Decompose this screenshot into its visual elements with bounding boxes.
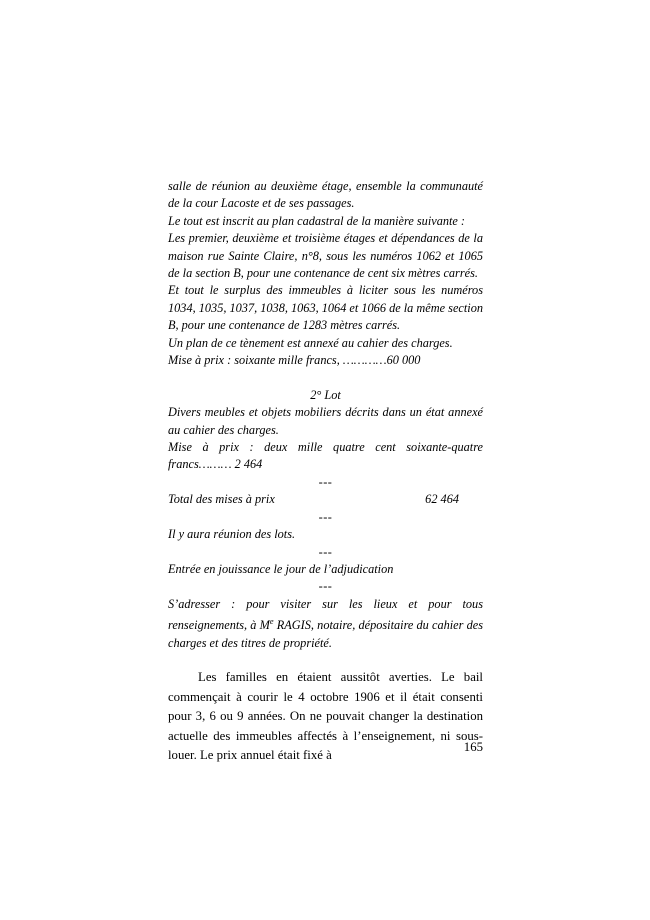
lot-heading: 2° Lot [310, 387, 341, 402]
after-total-line-1: Il y aura réunion des lots. [168, 527, 296, 542]
lot-description [168, 404, 483, 474]
quoted-deed-text [168, 178, 483, 369]
jouissance-line [168, 561, 483, 578]
body-paragraph: Les familles en étaient aussitôt averties. Le bail commençait à courir le 4 octobre 1906 et il était consenti pour 3, 6 ou 9 années. On ne pouvait changer la destination actuelle des immeubles affectés à l’enseignement, ni sous-louer. Le prix annuel était fixé à [168, 670, 483, 763]
page-number: 165 [463, 740, 483, 754]
total-amount: 62 464 [425, 492, 459, 507]
lot-paragraph-1: Divers meubles et objets mobiliers décrits dans un état annexé au cahier des charges. [168, 405, 483, 437]
lot-paragraph-2: Mise à prix : deux mille quatre cent soixante-quatre francs……… 2 464 [168, 440, 483, 472]
separator-2: --- [318, 509, 333, 524]
quote-paragraph-1: salle de réunion au deuxième étage, ensemble la communauté de la cour Lacoste et de ses passages. [168, 179, 483, 211]
separator-3: --- [318, 544, 333, 559]
closing-superscript: e [269, 617, 274, 627]
page-content [168, 178, 483, 766]
quote-paragraph-2: Le tout est inscrit au plan cadastral de la manière suivante : [168, 213, 466, 228]
quote-paragraph-4: Et tout le surplus des immeubles à liciter sous les numéros 1034, 1035, 1037, 1038, 1063, 1064 et 1066 de la même section B, pour une contenance de 1283 mètres carrés. [168, 283, 483, 333]
closing-paragraph-text [168, 596, 483, 652]
quote-paragraph-6: Mise à prix : soixante mille francs, …………60 000 [168, 353, 421, 368]
closing-paragraph [168, 596, 483, 652]
closing-part-1: S’adresser : pour visiter sur les lieux et pour tous renseignements, à M [168, 596, 483, 633]
separator-4: --- [318, 579, 333, 594]
total-row [168, 491, 483, 508]
total-label: Total des mises à prix [168, 492, 275, 507]
quote-paragraph-5: Un plan de ce tènement est annexé au cahier des charges. [168, 335, 453, 350]
closing-part-2: RAGIS, notaire, dépositaire du cahier des charges et des titres de propriété. [168, 618, 483, 650]
after-total-line-2: Entrée en jouissance le jour de l’adjudication [168, 561, 394, 576]
separator-1: --- [318, 474, 333, 489]
blank-line-1 [168, 369, 483, 386]
quote-paragraph-3: Les premier, deuxième et troisième étages et dépendances de la maison rue Sainte Claire, n°8, sous les numéros 1062 et 1065 de la section B, pour une contenance de cent six mètres carrés. [168, 231, 483, 281]
reunion-line [168, 526, 483, 543]
